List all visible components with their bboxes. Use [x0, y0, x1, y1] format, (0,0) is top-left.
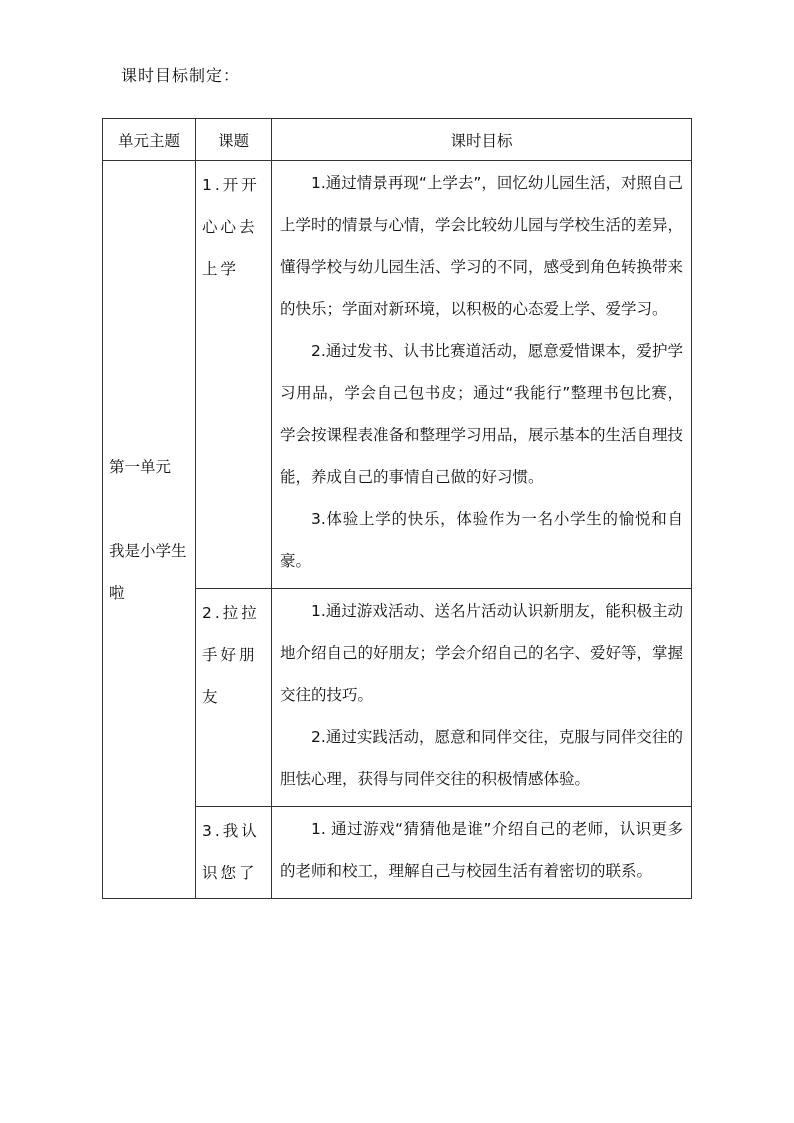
- header-lesson-title: 课题: [196, 119, 272, 161]
- lesson-title-cell: [196, 589, 272, 807]
- lesson-goal: 1. 通过游戏“猜猜他是谁”介绍自己的老师，认识更多的老师和校工，理解自己与校园生活有着密切的联系。: [280, 820, 683, 880]
- table-header-row: [103, 119, 692, 161]
- lesson-title: 3.我认识您了: [202, 822, 260, 882]
- lesson-goal: 2.通过发书、认书比赛道活动，愿意爱惜课本，爱护学习用品，学会自己包书皮；通过“我能行”整理书包比赛，学会按课程表准备和整理学习用品，展示基本的生活自理技能，养成自己的事情自己做的好习惯。: [280, 342, 684, 486]
- header-unit-theme: 单元主题: [103, 119, 196, 161]
- lesson-goal: 2.通过实践活动，愿意和同伴交往，克服与同伴交往的胆怯心理，获得与同伴交往的积极情感体验。: [280, 728, 683, 788]
- lesson-goal: 3.体验上学的快乐，体验作为一名小学生的愉悦和自豪。: [280, 510, 683, 570]
- unit-number: 第一单元: [109, 457, 172, 476]
- lesson-title-cell: [196, 807, 272, 899]
- lesson-goals-cell: [272, 161, 692, 589]
- lesson-title-cell: [196, 161, 272, 589]
- lesson-objectives-table: [102, 118, 692, 899]
- table-row: [103, 161, 692, 589]
- unit-name: 我是小学生啦: [109, 541, 187, 602]
- lesson-title: 1.开开心心去上学: [202, 176, 260, 278]
- header-lesson-goals: 课时目标: [272, 119, 692, 161]
- lesson-goal: 1.通过情景再现“上学去”，回忆幼儿园生活，对照自己上学时的情景与心情，学会比较幼儿园与学校生活的差异，懂得学校与幼儿园生活、学习的不同，感受到角色转换带来的快乐；学面对新环境，以积极的心态爱上学、爱学习。: [280, 174, 684, 318]
- lesson-goals-cell: [272, 807, 692, 899]
- lesson-goal: 1.通过游戏活动、送名片活动认识新朋友，能积极主动地介绍自己的好朋友；学会介绍自己的名字、爱好等，掌握交往的技巧。: [280, 602, 684, 704]
- lesson-goals-cell: [272, 589, 692, 807]
- unit-theme-cell: [103, 161, 196, 899]
- lesson-title: 2.拉拉手好朋友: [202, 604, 260, 706]
- page-heading: 课时目标制定：: [121, 66, 241, 85]
